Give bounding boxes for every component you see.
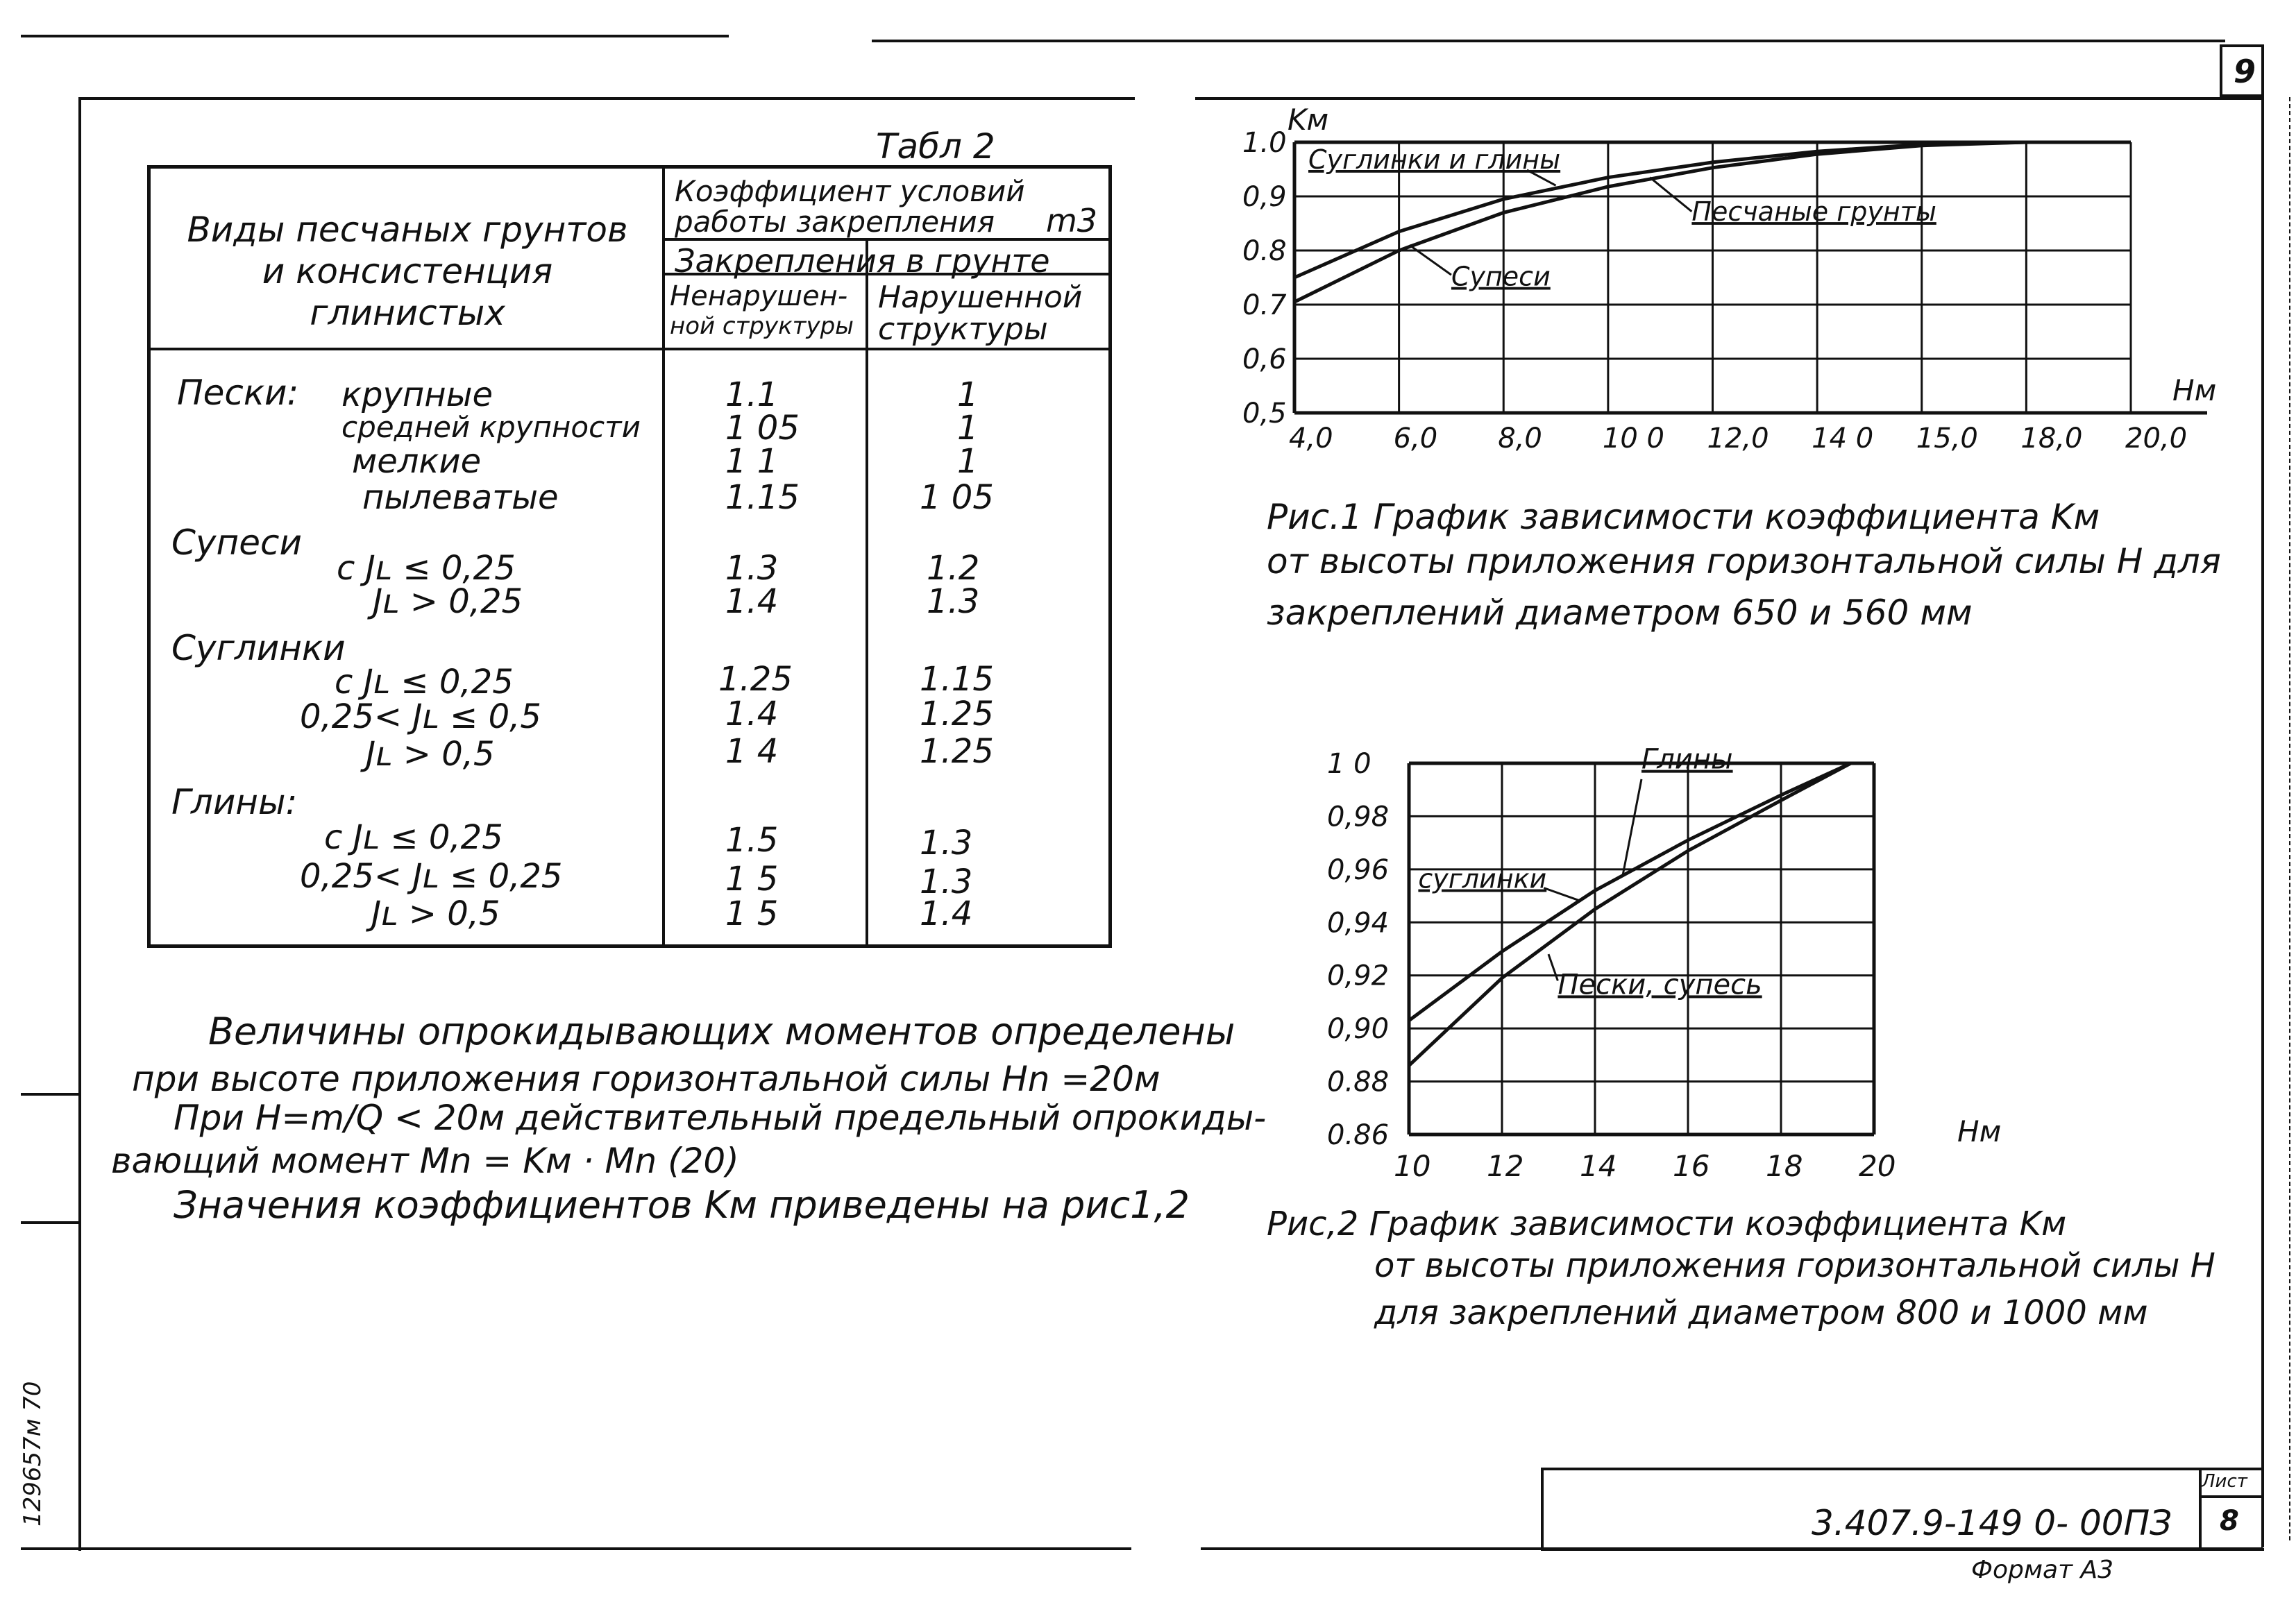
chart-2-y-tick: 1 0 [1327, 748, 1371, 780]
chart-2-leader-sands [1548, 954, 1558, 980]
row-label: средней крупности [341, 410, 641, 444]
sheet-number: 8 [2220, 1505, 2239, 1537]
row-undisturbed: 1 05 [725, 409, 800, 448]
group-sands: Пески: [177, 373, 299, 413]
chart-2-x-tick: 18 [1766, 1149, 1803, 1183]
side-archive-code: 129657м 70 [19, 1381, 47, 1527]
chart-2-leader-clays [1623, 779, 1641, 875]
chart-1-y-tick: 0,6 [1242, 343, 1287, 375]
row-label: с Jʟ ≤ 0,25 [335, 663, 514, 702]
right-edge-mark [2289, 97, 2290, 1540]
chart-2-x-label: Hм [1957, 1114, 2002, 1148]
chart-2-caption-2: от высоты приложения горизонтальной силы H [1374, 1246, 2215, 1285]
chart-2 [1319, 742, 2110, 1200]
soil-table [147, 165, 1112, 948]
chart-1-caption-3: закреплений диаметром 650 и 560 мм [1267, 593, 1973, 633]
note-line-3: При H=m/Q < 20м действительный предельный опрокиды- [174, 1098, 1267, 1138]
chart-2-series-line [1409, 763, 1851, 1066]
binding-tick-2 [21, 1221, 80, 1224]
row-label: с Jʟ ≤ 0,25 [324, 818, 503, 857]
binding-tick-1 [21, 1093, 80, 1096]
table-col-line-2 [866, 238, 868, 944]
chart-2-x-tick: 10 [1394, 1149, 1431, 1183]
row-undisturbed: 1.4 [725, 695, 779, 733]
chart-1-x-tick: 20,0 [2125, 423, 2188, 454]
chart-1-y-label: Kм [1288, 103, 1329, 137]
chart-2-x-tick: 16 [1673, 1149, 1710, 1183]
row-label: крупные [341, 375, 493, 414]
row-label: Jʟ > 0,25 [373, 582, 523, 621]
frame-left [78, 97, 81, 1551]
row-label: Jʟ > 0,5 [366, 735, 495, 774]
table-header-undisturbed-1: Ненарушен- [670, 280, 848, 312]
table-header-disturbed-2: структуры [878, 312, 1048, 347]
note-line-4: вающий момент Mn = Kм · Mn (20) [111, 1141, 739, 1181]
page-number: 9 [2234, 53, 2256, 90]
row-undisturbed: 1.3 [725, 549, 779, 588]
chart-1-y-tick: 0.8 [1242, 235, 1287, 267]
table-col-line-1 [662, 169, 665, 944]
row-undisturbed: 1 4 [725, 732, 779, 771]
chart-1-x-tick: 12,0 [1707, 423, 1769, 454]
frame-top-left [80, 97, 1135, 100]
row-disturbed: 1 [957, 375, 979, 414]
row-label: Jʟ > 0,5 [371, 894, 500, 933]
chart-2-y-tick: 0,90 [1327, 1013, 1390, 1046]
chart-2-annotation-loam: суглинки [1418, 863, 1547, 894]
row-disturbed: 1.3 [920, 863, 973, 901]
chart-1-x-tick: 15,0 [1916, 423, 1978, 454]
table-header-soil-text: Виды песчаных грунтов и консистенция глинистых [187, 210, 628, 333]
row-disturbed: 1.4 [920, 894, 973, 933]
chart-1-x-tick: 8,0 [1498, 423, 1542, 454]
paper-format: Формат А3 [1971, 1556, 2114, 1584]
chart-1-y-tick: 0.7 [1242, 289, 1287, 321]
row-disturbed: 1.25 [920, 732, 994, 771]
row-disturbed: 1.2 [927, 549, 980, 588]
row-disturbed: 1 05 [920, 478, 994, 517]
group-loam: Суглинки [171, 628, 346, 668]
row-label: пылеватые [362, 478, 559, 517]
chart-1-y-tick: 0,9 [1242, 181, 1287, 213]
doc-code: 3.407.9-149 0- 00ПЗ [1812, 1503, 2172, 1543]
group-clays: Глины: [171, 782, 298, 822]
note-line-1: Величины опрокидывающих моментов определены [208, 1010, 1235, 1053]
row-undisturbed: 1.1 [725, 375, 779, 414]
chart-1-caption-1: Рис.1 График зависимости коэффициента Kм [1267, 497, 2100, 537]
chart-2-y-tick: 0,96 [1327, 853, 1390, 886]
row-undisturbed: 1.15 [725, 478, 800, 517]
frame-right [2261, 56, 2264, 1547]
note-line-2: при высоте приложения горизонтальной силы Hn =20м [132, 1059, 1160, 1099]
chart-2-y-tick: 0.86 [1327, 1119, 1390, 1151]
top-rule-right [872, 40, 2225, 42]
row-disturbed: 1 [957, 442, 979, 481]
chart-2-x-tick: 14 [1580, 1149, 1617, 1183]
chart-1-annotation-loam: Суглинки и глины [1308, 144, 1561, 175]
chart-2-y-tick: 0,94 [1327, 907, 1390, 940]
chart-1-y-tick: 0,5 [1242, 398, 1287, 430]
chart-2-y-tick: 0,92 [1327, 960, 1390, 992]
title-block-sheet-line [2199, 1495, 2261, 1498]
frame-bottom-left [21, 1547, 1131, 1550]
chart-1 [1208, 103, 2217, 465]
chart-1-x-tick: 18,0 [2020, 423, 2083, 454]
chart-1-y-tick: 1.0 [1242, 127, 1287, 159]
chart-1-x-tick: 6,0 [1393, 423, 1438, 454]
row-label: 0,25< Jʟ ≤ 0,25 [300, 857, 563, 896]
chart-2-caption-3: для закреплений диаметром 800 и 1000 мм [1374, 1293, 2148, 1332]
table-header-disturbed-1: Нарушенной [878, 280, 1083, 315]
table-header-bottom [151, 348, 1110, 350]
row-undisturbed: 1.4 [725, 582, 779, 621]
row-disturbed: 1.3 [920, 824, 973, 863]
chart-1-caption-2: от высоты приложения горизонтальной силы H для [1267, 541, 2221, 581]
row-disturbed: 1.25 [920, 695, 994, 733]
table-header-fix-in-soil: Закрепления в грунте [675, 242, 1050, 280]
row-undisturbed: 1 1 [725, 442, 779, 481]
chart-2-y-tick: 0.88 [1327, 1066, 1390, 1098]
row-label: с Jʟ ≤ 0,25 [337, 549, 516, 588]
chart-2-annotation-sands: Пески, супесь [1558, 969, 1762, 1001]
chart-1-annotation-sandyloam: Супеси [1451, 261, 1551, 292]
row-undisturbed: 1 5 [725, 894, 779, 933]
row-undisturbed: 1.5 [725, 821, 779, 860]
chart-1-x-tick: 10 0 [1602, 423, 1664, 454]
table-header-coef-line1: Коэффициент условий [675, 174, 1025, 208]
row-disturbed: 1.15 [920, 660, 994, 699]
chart-1-x-label: Hм [2172, 373, 2217, 407]
chart-1-x-tick: 14 0 [1812, 423, 1874, 454]
table-title: Табл 2 [876, 126, 995, 167]
row-undisturbed: 1.25 [718, 660, 793, 699]
row-disturbed: 1.3 [927, 582, 980, 621]
table-header-undisturbed-2: ной структуры [670, 312, 854, 340]
chart-2-x-tick: 12 [1487, 1149, 1524, 1183]
chart-2-x-tick: 20 [1859, 1149, 1896, 1183]
frame-top-right [1195, 97, 2264, 100]
row-label: мелкие [352, 442, 482, 481]
row-undisturbed: 1 5 [725, 860, 779, 899]
chart-2-y-tick: 0,98 [1327, 801, 1390, 833]
sheet-label: Лист [2202, 1471, 2247, 1492]
row-disturbed: 1 [957, 409, 979, 448]
table-header-coef-line2: работы закрепления [675, 205, 995, 239]
note-line-5: Значения коэффициентов Kм приведены на рис1,2 [174, 1183, 1190, 1227]
chart-1-annotation-sands: Песчаные грунты [1691, 196, 1936, 228]
group-sandy-loam: Супеси [171, 522, 302, 563]
chart-2-caption-1: Рис,2 График зависимости коэффициента Kм [1267, 1205, 2067, 1243]
chart-1-leader-sands [1650, 178, 1691, 212]
chart-2-leader-loam [1544, 888, 1581, 901]
chart-1-x-tick: 4,0 [1289, 423, 1333, 454]
row-label: 0,25< Jʟ ≤ 0,5 [300, 697, 541, 736]
top-rule-left [21, 35, 729, 37]
table-header-soil [171, 209, 643, 334]
chart-2-annotation-clays: Глины [1641, 743, 1733, 776]
table-header-coef-symbol: m3 [1046, 202, 1098, 239]
